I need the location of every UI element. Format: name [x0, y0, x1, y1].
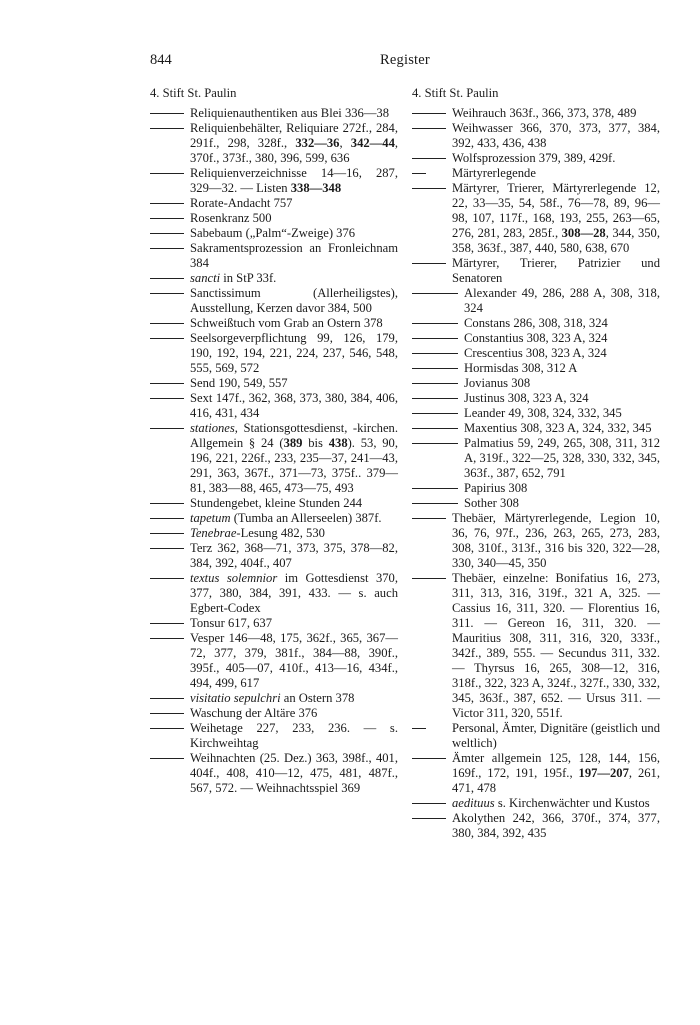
entry-list	[150, 106, 398, 796]
entry-text: Sother 308	[464, 496, 519, 510]
entry-dash	[412, 443, 458, 444]
index-entry	[150, 751, 398, 796]
page-number: 844	[150, 52, 172, 68]
entry-text: Weihrauch 363f., 366, 373, 378, 489	[452, 106, 637, 120]
index-entry	[412, 151, 660, 166]
index-entry	[412, 511, 660, 571]
entry-dash	[412, 398, 458, 399]
page-title: Register	[380, 52, 430, 68]
entry-text: Leander 49, 308, 324, 332, 345	[464, 406, 622, 420]
entry-text: Waschung der Altäre 376	[190, 706, 318, 720]
index-entry	[412, 421, 660, 436]
entry-text: tapetum (Tumba an Allerseelen) 387f.	[190, 511, 382, 525]
entry-dash	[150, 218, 184, 219]
entry-dash	[150, 173, 184, 174]
index-entry	[150, 496, 398, 511]
entry-text: Weihnachten (25. Dez.) 363, 398f., 401, 404f., 408, 410—12, 475, 481, 487f., 567, 572. — Weihnachtsspiel 369	[190, 751, 398, 795]
entry-text: Papirius 308	[464, 481, 528, 495]
entry-dash	[412, 368, 458, 369]
index-entry	[150, 571, 398, 616]
entry-dash	[150, 293, 184, 294]
entry-dash	[412, 428, 458, 429]
index-entry	[150, 721, 398, 751]
entry-dash	[412, 488, 458, 489]
index-entry	[412, 481, 660, 496]
index-entry	[150, 331, 398, 376]
index-entry	[150, 616, 398, 631]
entry-dash	[412, 188, 446, 189]
entry-dash	[412, 413, 458, 414]
entry-text: Thebäer, Märtyrerlegende, Legion 10, 36, 76, 97f., 236, 263, 265, 273, 283, 308, 310f., 313f., 316 bis 320, 322—28, 330, 340—45, 350	[452, 511, 660, 570]
entry-dash	[412, 383, 458, 384]
entry-dash	[412, 758, 446, 759]
entry-text: Märtyrerlegende	[452, 166, 536, 180]
entry-text: sancti in StP 33f.	[190, 271, 277, 285]
entry-text: Terz 362, 368—71, 373, 375, 378—82, 384, 392, 404f., 407	[190, 541, 398, 570]
entry-dash	[150, 383, 184, 384]
entry-dash	[150, 578, 184, 579]
entry-list	[412, 106, 660, 841]
entry-dash	[150, 623, 184, 624]
entry-dash	[150, 323, 184, 324]
entry-text: Jovianus 308	[464, 376, 531, 390]
index-entry	[412, 811, 660, 841]
entry-dash	[412, 518, 446, 519]
entry-text: Thebäer, einzelne: Bonifatius 16, 273, 311, 313, 316, 319f., 321 A, 325. — Cassius 16, 311, 320. — Florentius 16, 311. — Gereon 16, 311, 320. — Mauritius 308, 311, 316, 320, 333f., 342f., 389, 555. — Secundus 311, 332. — Thyrsus 16, 265, 308—12, 316, 318f., 322, 323 A, 324f., 327f., 330, 332, 345, 363f., 387, 652. — Ursus 311. — Victor 311, 320, 551f.	[452, 571, 660, 720]
entry-text: stationes, Stationsgottesdienst, -kirchen. Allgemein § 24 (389 bis 438). 53, 90, 196, 221, 226f., 233, 235—37, 241—43, 291, 363, 367f., 371—73, 375f.. 379—81, 383—88, 465, 473—75, 493	[190, 421, 398, 495]
index-entry	[412, 121, 660, 151]
index-entry	[412, 391, 660, 406]
entry-dash	[412, 323, 458, 324]
index-entry	[150, 541, 398, 571]
index-entry	[150, 121, 398, 166]
index-entry	[150, 376, 398, 391]
entry-dash	[412, 803, 446, 804]
entry-text: Reliquienverzeichnisse 14—16, 287, 329—32. — Listen 338—348	[190, 166, 398, 195]
entry-text: Send 190, 549, 557	[190, 376, 288, 390]
entry-text: Constantius 308, 323 A, 324	[464, 331, 608, 345]
index-entry	[150, 526, 398, 541]
index-entry	[412, 721, 660, 751]
entry-text: Weihetage 227, 233, 236. — s. Kirchweihtag	[190, 721, 398, 750]
entry-text: Rorate-Andacht 757	[190, 196, 293, 210]
index-entry	[412, 406, 660, 421]
entry-text: Sabebaum („Palm“-Zweige) 376	[190, 226, 356, 240]
entry-text: Maxentius 308, 323 A, 324, 332, 345	[464, 421, 652, 435]
index-entry	[412, 181, 660, 256]
entry-text: Ämter allgemein 125, 128, 144, 156, 169f., 172, 191, 195f., 197—207, 261, 471, 478	[452, 751, 660, 795]
entry-dash	[412, 353, 458, 354]
entry-text: Constans 286, 308, 318, 324	[464, 316, 608, 330]
entry-dash	[150, 758, 184, 759]
entry-dash	[150, 728, 184, 729]
entry-text: Reliquienauthentiken aus Blei 336—38	[190, 106, 390, 120]
entry-text: Sanctissimum (Allerheiligstes), Ausstellung, Kerzen davor 384, 500	[190, 286, 398, 315]
entry-text: Rosenkranz 500	[190, 211, 272, 225]
entry-text: Sext 147f., 362, 368, 373, 380, 384, 406, 416, 431, 434	[190, 391, 398, 420]
entry-dash	[150, 548, 184, 549]
entry-dash	[150, 338, 184, 339]
index-entry	[412, 256, 660, 286]
entry-dash	[150, 278, 184, 279]
entry-dash	[150, 428, 184, 429]
index-entry	[150, 391, 398, 421]
entry-dash	[150, 398, 184, 399]
entry-text: Hormisdas 308, 312 A	[464, 361, 578, 375]
index-entry	[412, 331, 660, 346]
index-entry	[412, 436, 660, 481]
entry-text: Reliquienbehälter, Reliquiare 272f., 284, 291f., 298, 328f., 332—36, 342—44, 370f., 373f., 380, 396, 599, 636	[190, 121, 399, 165]
entry-text: Crescentius 308, 323 A, 324	[464, 346, 607, 360]
column-heading: 4. Stift St. Paulin	[150, 86, 237, 100]
entry-dash	[150, 503, 184, 504]
index-entry	[150, 511, 398, 526]
entry-dash	[150, 233, 184, 234]
index-entry	[412, 346, 660, 361]
entry-dash	[150, 203, 184, 204]
index-entry	[150, 706, 398, 721]
entry-text: Seelsorgeverpflichtung 99, 126, 179, 190, 192, 194, 221, 224, 237, 546, 548, 555, 569, 572	[190, 331, 398, 375]
entry-dash	[412, 578, 446, 579]
index-entry	[150, 631, 398, 691]
index-entry	[412, 361, 660, 376]
index-entry	[150, 691, 398, 706]
entry-text: visitatio sepulchri an Ostern 378	[190, 691, 355, 705]
entry-text: Personal, Ämter, Dignitäre (geistlich und weltlich)	[452, 721, 660, 750]
entry-text: Wolfsprozession 379, 389, 429f.	[452, 151, 616, 165]
entry-text: aedituus s. Kirchenwächter und Kustos	[452, 796, 650, 810]
entry-text: Tonsur 617, 637	[190, 616, 273, 630]
entry-dash	[150, 113, 184, 114]
index-entry	[150, 286, 398, 316]
index-column-left	[150, 86, 398, 796]
entry-text: textus solemnior im Gottesdienst 370, 377, 380, 384, 391, 433. — s. auch Egbert-Codex	[190, 571, 398, 615]
index-entry	[412, 796, 660, 811]
index-entry	[150, 106, 398, 121]
index-entry	[150, 421, 398, 496]
page-header	[150, 52, 660, 70]
entry-dash	[150, 128, 184, 129]
entry-dash	[412, 818, 446, 819]
entry-dash	[412, 158, 446, 159]
entry-dash	[412, 113, 446, 114]
entry-dash	[412, 128, 446, 129]
index-entry	[150, 271, 398, 286]
entry-dash	[412, 173, 426, 174]
entry-text: Märtyrer, Trierer, Märtyrerlegende 12, 22, 33—35, 54, 58f., 76—78, 89, 96—98, 107, 117f., 168, 193, 255, 263—65, 276, 281, 283, 285f., 308—28, 344, 350, 358, 363f., 387, 440, 580, 638, 670	[452, 181, 660, 255]
entry-dash	[412, 263, 446, 264]
entry-text: Schweißtuch vom Grab an Ostern 378	[190, 316, 383, 330]
index-entry	[150, 211, 398, 226]
entry-dash	[150, 533, 184, 534]
index-column-right	[412, 86, 660, 841]
entry-dash	[412, 338, 458, 339]
index-entry	[412, 496, 660, 511]
entry-dash	[412, 728, 426, 729]
entry-text: Stundengebet, kleine Stunden 244	[190, 496, 363, 510]
entry-text: Justinus 308, 323 A, 324	[464, 391, 589, 405]
entry-text: Tenebrae-Lesung 482, 530	[190, 526, 325, 540]
index-entry	[412, 751, 660, 796]
entry-text: Akolythen 242, 366, 370f., 374, 377, 380, 384, 392, 435	[452, 811, 660, 840]
entry-dash	[150, 713, 184, 714]
index-entry	[412, 571, 660, 721]
entry-dash	[150, 518, 184, 519]
index-entry	[150, 166, 398, 196]
entry-text: Märtyrer, Trierer, Patrizier und Senatoren	[452, 256, 660, 285]
entry-text: Weihwasser 366, 370, 373, 377, 384, 392, 433, 436, 438	[452, 121, 660, 150]
entry-text: Alexander 49, 286, 288 A, 308, 318, 324	[464, 286, 660, 315]
index-entry	[412, 106, 660, 121]
index-entry	[412, 316, 660, 331]
column-heading: 4. Stift St. Paulin	[412, 86, 499, 100]
index-entry	[150, 196, 398, 211]
entry-text: Palmatius 59, 249, 265, 308, 311, 312 A, 319f., 322—25, 328, 330, 332, 345, 363f., 387, 652, 791	[464, 436, 660, 480]
entry-dash	[150, 698, 184, 699]
index-entry	[150, 316, 398, 331]
index-entry	[412, 376, 660, 391]
entry-text: Vesper 146—48, 175, 362f., 365, 367—72, 377, 379, 381f., 384—88, 390f., 395f., 405—07, 410f., 413—16, 434f., 494, 499, 617	[190, 631, 398, 690]
index-entry	[150, 241, 398, 271]
index-entry	[412, 166, 660, 181]
entry-dash	[412, 503, 458, 504]
entry-text: Sakramentsprozession an Fronleichnam 384	[190, 241, 398, 270]
entry-dash	[412, 293, 458, 294]
index-entry	[412, 286, 660, 316]
entry-dash	[150, 638, 184, 639]
index-entry	[150, 226, 398, 241]
entry-dash	[150, 248, 184, 249]
